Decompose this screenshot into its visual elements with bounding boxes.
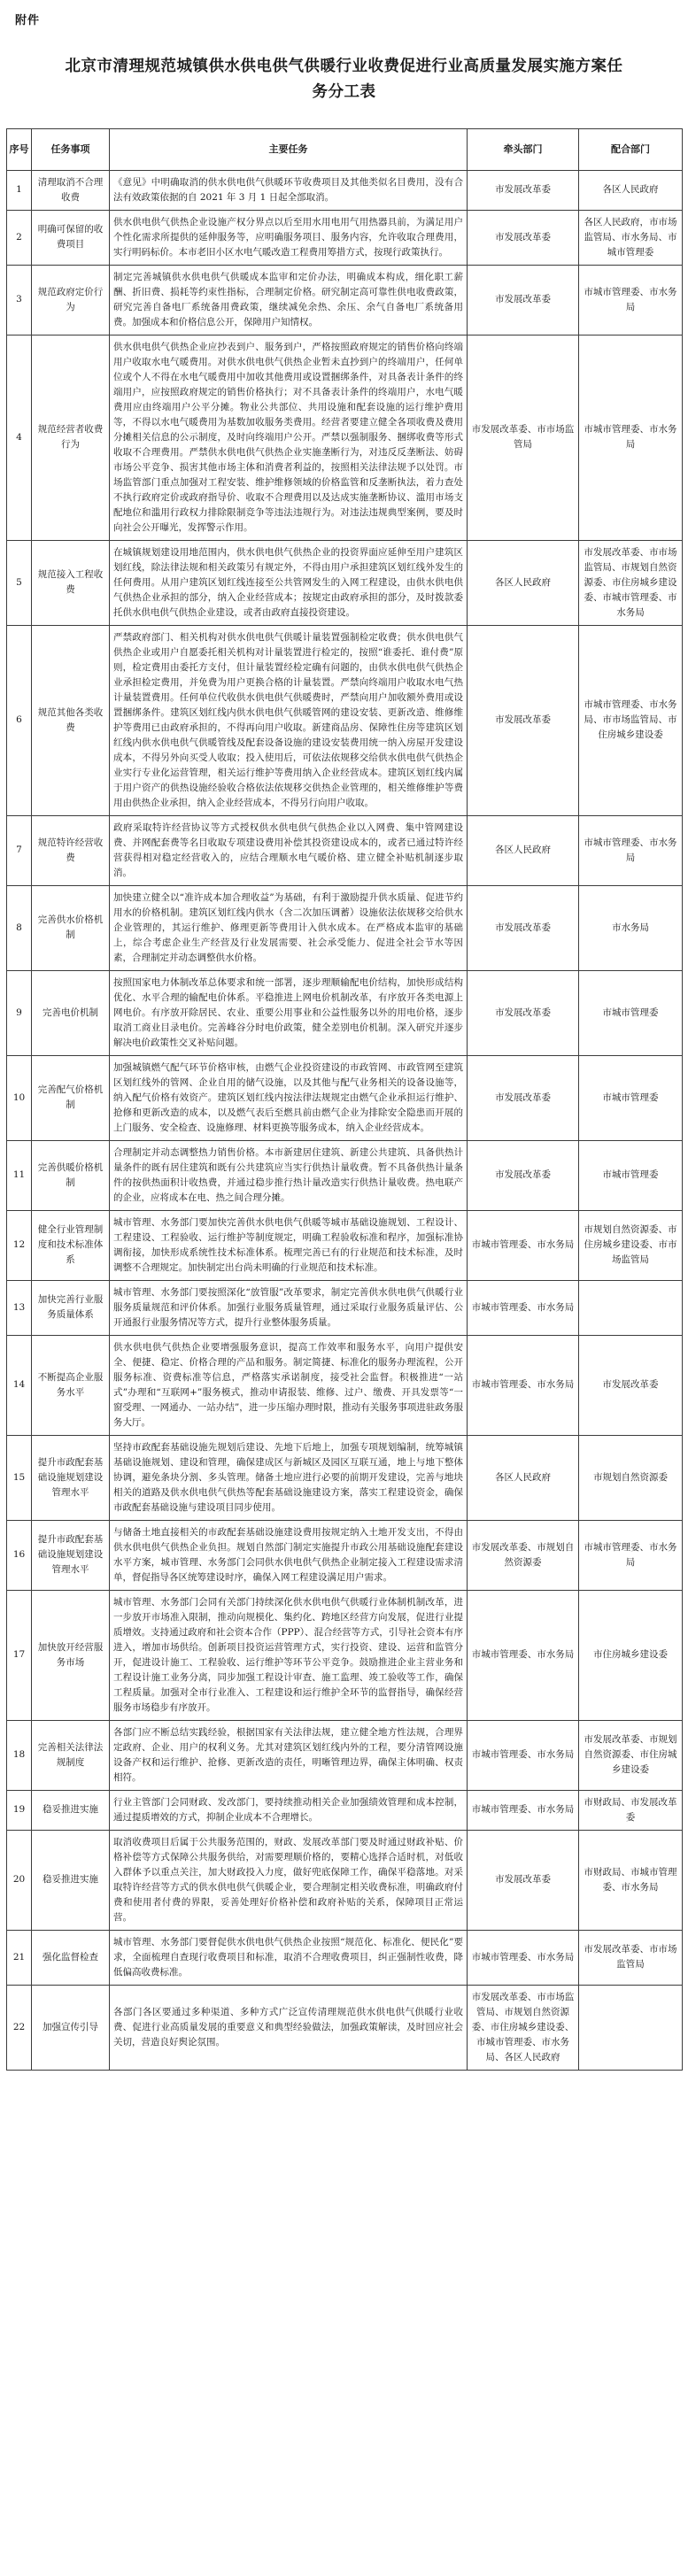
table-row (7, 1280, 683, 1335)
support-department-cell: 各区人民政府，市市场监管局、市水务局、市城市管理委 (579, 210, 683, 265)
task-item-cell: 规范经营者收费行为 (32, 335, 110, 540)
lead-department-cell: 市城市管理委、市水务局 (468, 1790, 579, 1830)
task-item-cell: 加快放开经营服务市场 (32, 1590, 110, 1720)
support-department-cell: 市城市管理委、市水务局 (579, 265, 683, 335)
lead-department-cell: 各区人民政府 (468, 1435, 579, 1520)
column-header-4: 配合部门 (579, 128, 683, 170)
support-department-cell: 市城市管理委 (579, 970, 683, 1055)
main-task-cell: 城市管理、水务部门要按照深化“放管服”改革要求，制定完善供水供电供气供暖行业服务质量规范和评价体系。加强行业服务质量管理，通过采取行业服务质量评估、公开通报行业服务情况等方式，提升行业整体服务质量。 (110, 1280, 468, 1335)
task-item-cell: 完善配气价格机制 (32, 1055, 110, 1140)
row-number-cell: 16 (7, 1520, 32, 1590)
main-task-cell: 行业主管部门会同财政、发改部门，要持续推动相关企业加强绩效管理和成本控制，通过提质增效的方式，抑制企业成本不合理增长。 (110, 1790, 468, 1830)
row-number-cell: 20 (7, 1830, 32, 1930)
row-number-cell: 19 (7, 1790, 32, 1830)
support-department-cell: 市发展改革委、市市场监管局 (579, 1930, 683, 1985)
row-number-cell: 7 (7, 815, 32, 885)
row-number-cell: 1 (7, 170, 32, 210)
row-number-cell: 3 (7, 265, 32, 335)
main-task-cell: 坚持市政配套基础设施先规划后建设、先地下后地上，加强专项规划编制，统筹城镇基础设施规划、建设和管理，确保建成区与新城区及园区互联互通，地上与地下整体协调，避免条块分割、多头管理。储备土地应进行必要的前期开发建设，完善与地块相关的道路及供水供电供气供热等配套基础设施建设方案，落实工程建设资金，确保市政配套基础设施与建设项目同步使用。 (110, 1435, 468, 1520)
main-task-cell: 在城镇规划建设用地范围内，供水供电供气供热企业的投资界面应延伸至用户建筑区划红线，除法律法规和相关政策另有规定外，不得由用户承担建筑区划红线外发生的任何费用。从用户建筑区划红线连接至公共管网发生的入网工程建设，由供水供电供气供热企业承担的部分，纳入企业经营成本；按规定由政府承担的部分，及时拨款委托供水供电供气供热企业建设，或者由政府直接投资建设。 (110, 540, 468, 625)
task-item-cell: 健全行业管理制度和技术标准体系 (32, 1210, 110, 1280)
lead-department-cell: 市发展改革委 (468, 970, 579, 1055)
lead-department-cell: 市发展改革委 (468, 1140, 579, 1210)
support-department-cell: 各区人民政府 (579, 170, 683, 210)
attachment-label: 附件 (15, 14, 41, 27)
lead-department-cell: 市城市管理委、市水务局 (468, 1280, 579, 1335)
table-row (7, 170, 683, 210)
table-row (7, 1590, 683, 1720)
main-task-cell: 严禁政府部门、相关机构对供水供电供气供暖计量装置强制检定收费；供水供电供气供热企业或用户自愿委托相关机构对计量装置进行检定的，按照“谁委托、谁付费”原则，检定费用由委托方支付，但计量装置经检定确有问题的，由供水供电供气供热企业承担检定费用，并免费为用户更换合格的计量装置。严禁向终端用户收取水电气热计量装置费用。任何单位代收供水供电供气供暖费时，严禁向用户加收额外费用或设置捆绑条件。建筑区划红线内供水供电供气供暖管网的建设安装、更新改造、维修维护等费用已由政府承担的，不得再向用户收取。新建商品房、保障性住房等建筑区划红线内供水供电供气供暖管线及配套设备设施的建设安装费用统一纳入房屋开发建设成本，不得另外向买受人收取；投入使用后，可依法依规移交给供水供电供气供热企业实行专业化运营管理，相关运行维护等费用纳入企业经营成本。建筑区划红线内属于用户资产的供热设施经验收合格依法依规移交供热企业管理的，相关维修维护等费用由供热企业承担，纳入企业经营成本，不得另行向用户收取。 (110, 625, 468, 815)
lead-department-cell: 市城市管理委、市水务局 (468, 1590, 579, 1720)
table-row (7, 885, 683, 970)
lead-department-cell: 市发展改革委 (468, 625, 579, 815)
row-number-cell: 6 (7, 625, 32, 815)
lead-department-cell: 市发展改革委、市市场监管局 (468, 335, 579, 540)
table-row (7, 1720, 683, 1790)
lead-department-cell: 市发展改革委 (468, 265, 579, 335)
lead-department-cell: 市城市管理委、市水务局 (468, 1720, 579, 1790)
main-task-cell: 各部门各区要通过多种渠道、多种方式广泛宣传清理规范供水供电供气供暖行业收费、促进行业高质量发展的重要意义和典型经验做法，加强政策解读，及时回应社会关切，营造良好舆论氛围。 (110, 1985, 468, 2070)
lead-department-cell: 市城市管理委、市水务局 (468, 1210, 579, 1280)
task-item-cell: 提升市政配套基础设施规划建设管理水平 (32, 1435, 110, 1520)
task-item-cell: 完善电价机制 (32, 970, 110, 1055)
row-number-cell: 5 (7, 540, 32, 625)
main-task-cell: 各部门应不断总结实践经验，根据国家有关法律法规，建立健全地方性法规，合理界定政府、企业、用户的权利义务。尤其对建筑区划红线内外的工程，要分清管网设施设备产权和运行维护、抢修、更新改造的责任，明晰管理边界，确保主体明确、权责相符。 (110, 1720, 468, 1790)
lead-department-cell: 市发展改革委 (468, 885, 579, 970)
lead-department-cell: 各区人民政府 (468, 540, 579, 625)
support-department-cell: 市发展改革委、市市场监管局、市规划自然资源委、市住房城乡建设委、市城市管理委、市水务局 (579, 540, 683, 625)
main-task-cell: 加强城镇燃气配气环节价格审核，由燃气企业投资建设的市政管网、市政管网至建筑区划红线外的管网、企业自用的储气设施，以及其他与配气业务相关的设备设施等，纳入配气价格有效资产。建筑区划红线内按法律法规规定由燃气企业承担运行维护、抢修和更新改造的成本，以及燃气表后至燃具前由燃气企业为排除安全隐患而开展的上门服务、安全检查、设施修理、材料更换等服务成本，纳入企业经营成本。 (110, 1055, 468, 1140)
row-number-cell: 22 (7, 1985, 32, 2070)
table-row (7, 1140, 683, 1210)
lead-department-cell: 市发展改革委 (468, 1055, 579, 1140)
table-row (7, 1830, 683, 1930)
row-number-cell: 8 (7, 885, 32, 970)
lead-department-cell: 市城市管理委、市水务局 (468, 1930, 579, 1985)
row-number-cell: 13 (7, 1280, 32, 1335)
lead-department-cell: 各区人民政府 (468, 815, 579, 885)
task-item-cell: 稳妥推进实施 (32, 1830, 110, 1930)
support-department-cell: 市发展改革委、市规划自然资源委、市住房城乡建设委 (579, 1720, 683, 1790)
lead-department-cell: 市发展改革委、市市场监管局、市规划自然资源委、市住房城乡建设委、市城市管理委、市水务局、各区人民政府 (468, 1985, 579, 2070)
support-department-cell: 市财政局、市城市管理委、市水务局 (579, 1830, 683, 1930)
main-task-cell: 按照国家电力体制改革总体要求和统一部署，逐步理顺输配电价结构，加快形成结构优化、水平合理的输配电价体系。平稳推进上网电价机制改革，有序放开各类电源上网电价。有序放开除居民、农业、重要公用事业和公益性服务以外的用电价格，逐步取消工商业目录电价。完善峰谷分时电价政策，健全差别电价机制。深入研究并逐步解决电价政策性交叉补贴问题。 (110, 970, 468, 1055)
row-number-cell: 14 (7, 1335, 32, 1435)
table-row (7, 265, 683, 335)
table-row (7, 335, 683, 540)
table-row (7, 815, 683, 885)
main-task-cell: 取消收费项目后属于公共服务范围的，财政、发展改革部门要及时通过财政补贴、价格补偿等方式保障公共服务供给，对需要理顺价格的，要精心选择合适时机，对低收入群体予以重点关注，加大财政投入力度，做好兜底保障工作，确保平稳落地。对采取特许经营等方式的供水供电供气供暖企业，要合理制定相关收费标准，明确政府付费和使用者付费的界限，妥善处理好价格补偿和政府补贴的关系，保障项目正常运营。 (110, 1830, 468, 1930)
table-row (7, 1790, 683, 1830)
table-row (7, 970, 683, 1055)
table-row (7, 1930, 683, 1985)
support-department-cell: 市财政局、市发展改革委 (579, 1790, 683, 1830)
task-item-cell: 规范其他各类收费 (32, 625, 110, 815)
support-department-cell: 市发展改革委 (579, 1335, 683, 1435)
column-header-1: 任务事项 (32, 128, 110, 170)
table-row (7, 1210, 683, 1280)
task-item-cell: 规范接入工程收费 (32, 540, 110, 625)
main-task-cell: 合理制定并动态调整热力销售价格。本市新建居住建筑、新建公共建筑、具备供热计量条件的既有居住建筑和既有公共建筑应当实行供热计量收费。暂不具备供热计量条件的按供热面积计收热费，并通过稳步推行热计量改造实行供热计量收费。热电联产的企业，应将成本在电、热之间合理分摊。 (110, 1140, 468, 1210)
main-task-cell: 制定完善城镇供水供电供气供暖成本监审和定价办法，明确成本构成，细化职工薪酬、折旧费、损耗等约束性指标，合理制定价格。研究制定高可靠性供电收费政策，研究完善自备电厂系统备用费政策，继续减免余热、余压、余气自备电厂系统备用费。加强成本和价格信息公开，保障用户知情权。 (110, 265, 468, 335)
table-row (7, 1520, 683, 1590)
lead-department-cell: 市城市管理委、市水务局 (468, 1335, 579, 1435)
table-row (7, 1985, 683, 2070)
table-row (7, 540, 683, 625)
table-row (7, 1435, 683, 1520)
support-department-cell: 市规划自然资源委、市住房城乡建设委、市市场监管局 (579, 1210, 683, 1280)
task-item-cell: 加强宣传引导 (32, 1985, 110, 2070)
task-item-cell: 完善相关法律法规制度 (32, 1720, 110, 1790)
row-number-cell: 18 (7, 1720, 32, 1790)
row-number-cell: 12 (7, 1210, 32, 1280)
lead-department-cell: 市发展改革委 (468, 170, 579, 210)
support-department-cell: 市城市管理委、市水务局 (579, 815, 683, 885)
row-number-cell: 2 (7, 210, 32, 265)
table-row (7, 210, 683, 265)
support-department-cell: 市城市管理委、市水务局 (579, 1520, 683, 1590)
lead-department-cell: 市发展改革委 (468, 1830, 579, 1930)
main-task-cell: 供水供电供气供热企业要增强服务意识，提高工作效率和服务水平，向用户提供安全、便捷、稳定、价格合理的产品和服务。制定简捷、标准化的服务办理流程，公开服务标准、资费标准等信息，严格落实承诺制度，接受社会监督。积极推进“一站式”办理和“互联网+”服务模式，推动申请报装、维修、过户、缴费、开具发票等“一窗受理、一网通办、一站办结”，进一步压缩办理时限，推动有关服务事项进驻政务服务大厅。 (110, 1335, 468, 1435)
task-item-cell: 规范特许经营收费 (32, 815, 110, 885)
row-number-cell: 4 (7, 335, 32, 540)
task-item-cell: 规范政府定价行为 (32, 265, 110, 335)
support-department-cell: 市住房城乡建设委 (579, 1590, 683, 1720)
table-row (7, 625, 683, 815)
main-task-cell: 政府采取特许经营协议等方式授权供水供电供气供热企业以入网费、集中管网建设费、并网配套费等名目收取专项建设费用补偿其投资建设成本的，或者已通过特许经营获得相对稳定经营收入的，应结合理顺水电气暖价格、建立健全补贴机制逐步取消。 (110, 815, 468, 885)
support-department-cell: 市城市管理委 (579, 1140, 683, 1210)
task-item-cell: 明确可保留的收费项目 (32, 210, 110, 265)
main-task-cell: 加快建立健全以“准许成本加合理收益”为基础，有利于激励提升供水质量、促进节约用水的价格机制。建筑区划红线内供水（含二次加压调蓄）设施依法依规移交给供水企业管理的，其运行维护、修理更新等费用计入供水成本。在严格成本监审的基础上，综合考虑企业生产经营及行业发展需要、社会承受能力、促进全社会节水等因素，合理制定并动态调整供水价格。 (110, 885, 468, 970)
row-number-cell: 11 (7, 1140, 32, 1210)
main-task-cell: 城市管理、水务部门会同有关部门持续深化供水供电供气供暖行业体制机制改革，进一步放开市场准入限制，推动向规模化、集约化、跨地区经营方向发展，促进行业提质增效。支持通过政府和社会资本合作（PPP）、混合经营等方式，引导社会资本有序进入，增加市场供给。创新项目投资运营管理方式，实行投资、建设、运营和监管分开，促进设计施工、工程验收、运行维护等环节公平竞争。鼓励推进企业主营业务和工程设计施工业务分离，同步加强工程设计审查、施工监理、竣工验收等工作，确保工程质量。加强对全市行业准入、工程建设和运行维护全环节的监督指导，确保经营服务市场稳步有序放开。 (110, 1590, 468, 1720)
column-header-3: 牵头部门 (468, 128, 579, 170)
main-task-cell: 城市管理、水务部门要督促供水供电供气供热企业按照“规范化、标准化、便民化”要求，全面梳理自查现行收费项目和标准，取消不合理收费项目，纠正强制性收费，降低偏高收费标准。 (110, 1930, 468, 1985)
table-header (7, 128, 683, 170)
row-number-cell: 9 (7, 970, 32, 1055)
lead-department-cell: 市发展改革委 (468, 210, 579, 265)
column-header-2: 主要任务 (110, 128, 468, 170)
support-department-cell: 市水务局 (579, 885, 683, 970)
support-department-cell: 市城市管理委、市水务局、市市场监管局、市住房城乡建设委 (579, 625, 683, 815)
task-item-cell: 清理取消不合理收费 (32, 170, 110, 210)
lead-department-cell: 市发展改革委、市规划自然资源委 (468, 1520, 579, 1590)
task-item-cell: 完善供暖价格机制 (32, 1140, 110, 1210)
support-department-cell: 市城市管理委 (579, 1055, 683, 1140)
main-task-cell: 供水供电供气供热企业设施产权分界点以后至用水用电用气用热器具前，为满足用户个性化需求所提供的延伸服务等，应明确服务项目、服务内容，允许收取合理费用，实行明码标价。本市老旧小区水电气暖改造工程费用筹措方式，按现行政策执行。 (110, 210, 468, 265)
task-division-table (6, 128, 683, 2071)
table-row (7, 1335, 683, 1435)
support-department-cell (579, 1985, 683, 2070)
task-item-cell: 完善供水价格机制 (32, 885, 110, 970)
task-item-cell: 不断提高企业服务水平 (32, 1335, 110, 1435)
row-number-cell: 17 (7, 1590, 32, 1720)
main-task-cell: 与储备土地直接相关的市政配套基础设施建设费用按规定纳入土地开发支出，不得由供水供电供气供热企业负担。规划自然部门制定实施提升市政公用基础设施配套建设水平方案，城市管理、水务部门会同供水供电供气供热企业制定接入工程建设需求清单，督促指导各区统筹建设时序，确保入网工程建设满足用户需求。 (110, 1520, 468, 1590)
support-department-cell (579, 1280, 683, 1335)
support-department-cell: 市城市管理委、市水务局 (579, 335, 683, 540)
task-item-cell: 提升市政配套基础设施规划建设管理水平 (32, 1520, 110, 1590)
main-task-cell: 《意见》中明确取消的供水供电供气供暖环节收费项目及其他类似名目费用，没有合法有效政策依据的自 2021 年 3 月 1 日起全部取消。 (110, 170, 468, 210)
page-title: 北京市清理规范城镇供水供电供气供暖行业收费促进行业高质量发展实施方案任务分工表 (65, 58, 623, 101)
row-number-cell: 21 (7, 1930, 32, 1985)
table-header-row (7, 128, 683, 170)
table-body (7, 170, 683, 2070)
column-header-0: 序号 (7, 128, 32, 170)
main-task-cell: 供水供电供气供热企业应抄表到户、服务到户，严格按照政府规定的销售价格向终端用户收取水电气暖费用。对供水供电供气供热企业暂未直抄到户的终端用户，任何单位或个人不得在水电气暖费用中加收其他费用或设置捆绑条件，对具备表计条件的终端用户，应按照政府规定的销售价格执行；对不具备表计条件的终端用户，水电气暖费用应由终端用户公平分摊。物业公共部位、共用设施和配套设施的运行维护费用等，不得以水电气暖费用为基数加收服务类费用。经营者要建立健全各项收费及费用分摊相关信息的公示制度，及时向终端用户公开。严禁以强制服务、捆绑收费等形式收取不合理费用。严禁供水供电供气供热企业实施垄断行为，对违反反垄断法、妨碍市场公平竞争、损害其他市场主体和消费者利益的，按照相关法律法规予以处罚。市场监管部门重点加强对工程安装、维护维修领域的价格监管和反垄断执法，着力查处不执行政府定价或政府指导价、收取不合理费用以及达成实施垄断协议、滥用市场支配地位和滥用行政权力排除限制竞争等违法违规行为。对违法违规典型案例，要及时向社会公开曝光，发挥警示作用。 (110, 335, 468, 540)
table-row (7, 1055, 683, 1140)
task-item-cell: 稳妥推进实施 (32, 1790, 110, 1830)
row-number-cell: 15 (7, 1435, 32, 1520)
task-item-cell: 加快完善行业服务质量体系 (32, 1280, 110, 1335)
row-number-cell: 10 (7, 1055, 32, 1140)
main-task-cell: 城市管理、水务部门要加快完善供水供电供气供暖等城市基础设施规划、工程设计、工程建设、工程验收、运行维护等制度规定，明确工程验收标准和程序，加强标准协调衔接，加快形成系统性技术标准体系。梳理完善已有的行业规范和技术标准，及时调整不合理规定。加快制定出台尚未明确的行业规范和技术标准。 (110, 1210, 468, 1280)
support-department-cell: 市规划自然资源委 (579, 1435, 683, 1520)
task-item-cell: 强化监督检查 (32, 1930, 110, 1985)
